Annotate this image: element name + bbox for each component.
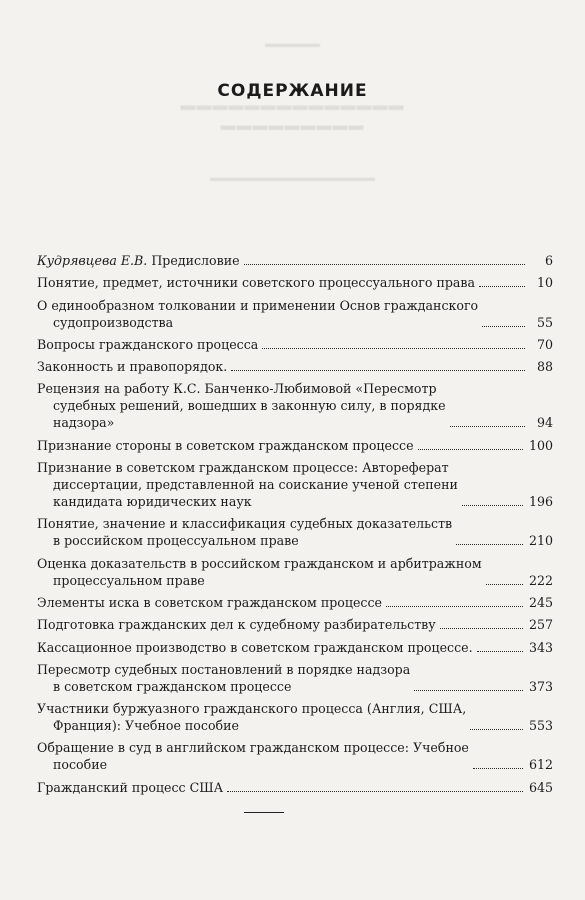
dot-leader (262, 348, 525, 349)
toc-page-number: 373 (528, 678, 553, 694)
toc-entry[interactable] (37, 336, 553, 353)
toc-page-number: 88 (536, 359, 553, 375)
toc-page-number: 222 (528, 572, 553, 588)
dot-leader (477, 651, 523, 652)
toc-entry[interactable] (37, 616, 553, 633)
toc-entry[interactable] (37, 274, 553, 291)
toc-entry[interactable] (37, 700, 553, 734)
dot-leader (414, 690, 523, 691)
toc-entry[interactable] (37, 739, 553, 773)
toc-page-number: 645 (528, 779, 553, 795)
toc-entry-title: Подготовка гражданских дел к судебному разбирательству (37, 617, 436, 633)
toc-entry[interactable] (37, 437, 553, 454)
toc-entry[interactable] (37, 252, 553, 269)
toc-entry-title: Гражданский процесс США (37, 779, 224, 795)
dot-leader (440, 628, 523, 629)
toc-page-number: 6 (544, 253, 553, 268)
bleed-through-text: ▬▬▬▬▬▬▬▬▬▬▬▬▬▬ (180, 98, 405, 114)
dot-leader (227, 791, 523, 792)
dot-leader (482, 326, 525, 327)
toc-entry-title: Рецензия на работу К.С. Банченко-Любимовой «Пересмотр судебных решений, вошедших в законную силу, в порядке надзора» (37, 381, 446, 431)
toc-page-number: 94 (536, 415, 553, 431)
dot-leader (231, 370, 525, 371)
toc-page-number: 100 (528, 437, 553, 453)
toc-entry-title: Понятие, предмет, источники советского процессуального права (37, 275, 476, 291)
toc-entry-title: Признание в советском гражданском процессе: Автореферат диссертации, представленной на соискание ученой степени кандидата юридических наук (37, 460, 458, 510)
toc-page-number: 70 (536, 336, 553, 352)
toc-entry[interactable] (37, 594, 553, 611)
toc-entry-title: О единообразном толковании и применении Основ гражданского судопроизводства (37, 297, 479, 330)
toc-entry[interactable] (37, 661, 553, 695)
toc-page-number: 10 (536, 275, 553, 291)
toc-entry-title: Законность и правопорядок. (37, 359, 228, 375)
dot-leader (244, 264, 525, 265)
dot-leader (473, 768, 523, 769)
toc-page-number: 210 (528, 533, 553, 549)
toc-entry-title: Участники буржуазного гражданского процесса (Англия, США, Франция): Учебное пособие (37, 701, 467, 734)
dot-leader (450, 426, 525, 427)
toc-page-number: 343 (528, 639, 553, 655)
page-title: СОДЕРЖАНИЕ (217, 81, 368, 102)
bleed-through-text: ▬▬▬▬▬▬▬▬▬▬▬▬▬▬▬ (210, 172, 375, 184)
toc-entry-title: Кудрявцева Е.В. Предисловие (37, 253, 240, 268)
toc-entry-title: Пересмотр судебных постановлений в порядке надзора в советском гражданском процессе (37, 661, 411, 694)
toc-entry-title: Понятие, значение и классификация судебных доказательств в российском процессуальном праве (37, 516, 453, 549)
toc-entry-title: Обращение в суд в английском гражданском процессе: Учебное пособие (37, 740, 469, 773)
toc-entry-author: Кудрявцева Е.В. (37, 253, 148, 268)
toc-entry[interactable] (37, 459, 553, 510)
dot-leader (386, 606, 523, 607)
toc-page-number: 55 (536, 314, 553, 330)
toc-entry-title: Элементы иска в советском гражданском процессе (37, 594, 382, 610)
toc-entry[interactable] (37, 515, 553, 549)
toc-entry[interactable] (37, 555, 553, 589)
toc-entry-title: Кассационное производство в советском гражданском процессе. (37, 639, 473, 655)
dot-leader (462, 505, 523, 506)
table-of-contents (37, 252, 553, 801)
toc-page-number: 612 (528, 757, 553, 773)
toc-page-number: 553 (528, 718, 553, 734)
toc-entry-title: Признание стороны в советском гражданском процессе (37, 437, 414, 453)
toc-entry[interactable] (37, 779, 553, 796)
toc-entry[interactable] (37, 639, 553, 656)
toc-page-number: 245 (528, 594, 553, 610)
dot-leader (486, 584, 523, 585)
toc-page-number: 257 (528, 617, 553, 633)
dot-leader (456, 544, 523, 545)
toc-entry-title: Оценка доказательств в российском гражданском и арбитражном процессуальном праве (37, 555, 482, 588)
toc-page-number: 196 (528, 494, 553, 510)
bleed-through-text: ▬▬▬▬▬ (265, 38, 320, 50)
dot-leader (479, 286, 525, 287)
dot-leader (418, 449, 523, 450)
toc-entry[interactable] (37, 380, 553, 431)
toc-entry[interactable] (37, 358, 553, 375)
dot-leader (470, 729, 523, 730)
closing-rule (244, 812, 284, 813)
toc-entry[interactable] (37, 297, 553, 331)
toc-entry-title: Вопросы гражданского процесса (37, 336, 259, 352)
bleed-through-text: ▬▬▬▬▬▬▬▬▬ (220, 118, 365, 134)
